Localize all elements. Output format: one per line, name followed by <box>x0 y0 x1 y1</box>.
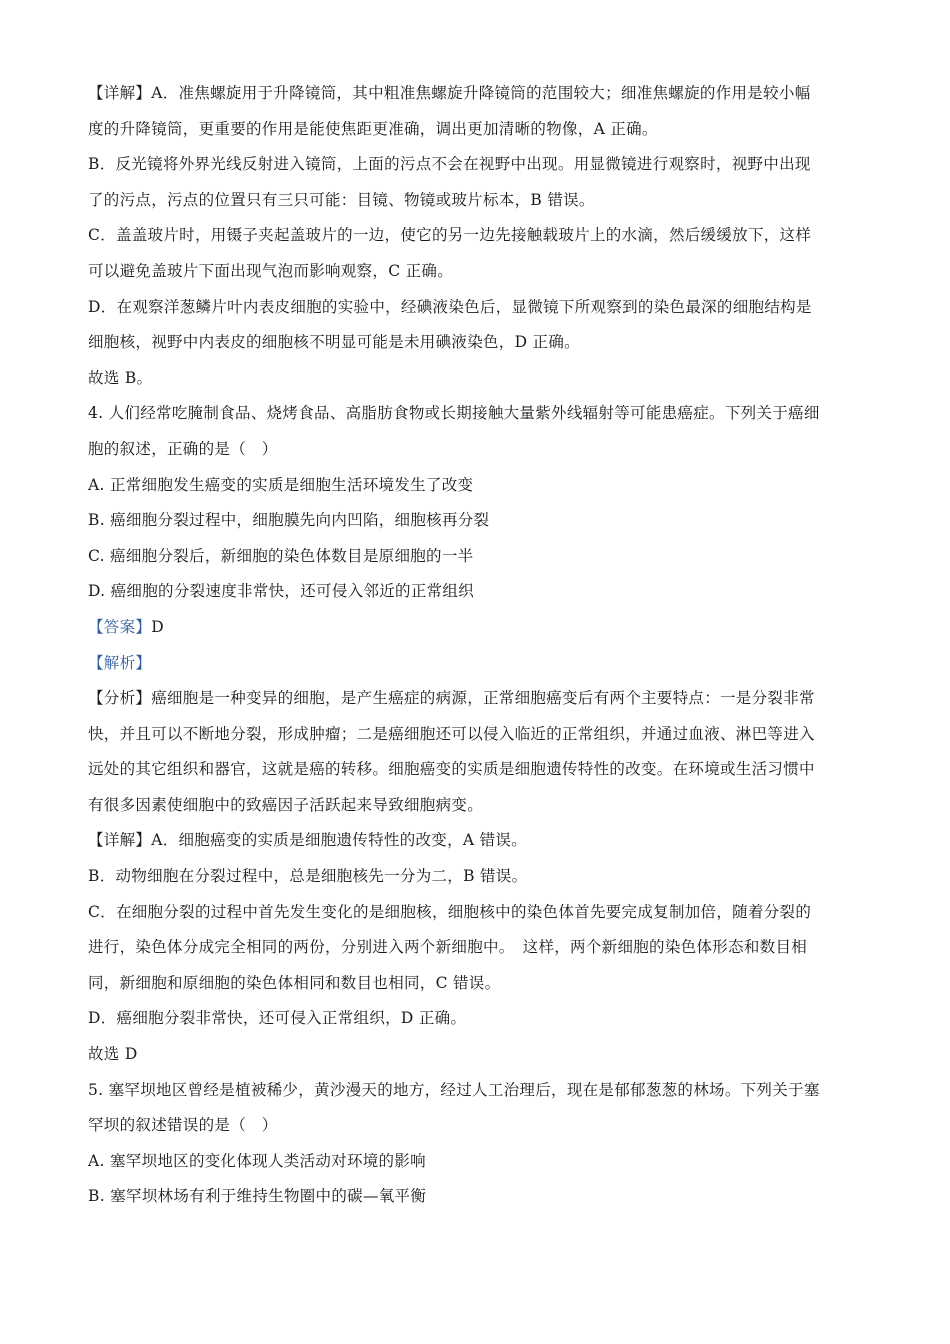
text-line: 有很多因素使细胞中的致癌因子活跃起来导致细胞病变。 <box>88 795 484 814</box>
text-line: 细胞核，视野中内表皮的细胞核不明显可能是未用碘液染色，D 正确。 <box>88 333 580 352</box>
answer-line <box>88 610 860 646</box>
text-line: 同，新细胞和原细胞的染色体相同和数目也相同，C 错误。 <box>88 973 501 992</box>
text-line: 可以避免盖玻片下面出现气泡而影响观察，C 正确。 <box>88 261 453 280</box>
question-4-stem: 4. 人们经常吃腌制食品、烧烤食品、高脂肪食物或长期接触大量紫外线辐射等可能患癌症。下列关于癌细 <box>88 404 820 423</box>
text-line: 【详解】A．细胞癌变的实质是细胞遗传特性的改变，A 错误。 <box>88 831 528 850</box>
text-line: 度的升降镜筒，更重要的作用是能使焦距更准确，调出更加清晰的物像，A 正确。 <box>88 119 658 138</box>
text-line: 【详解】A．准焦螺旋用于升降镜筒，其中粗准焦螺旋升降镜筒的范围较大；细准焦螺旋的作用是较小幅 <box>88 84 811 102</box>
text-line: 故选 D <box>88 1045 138 1064</box>
question-5-option-a: A. 塞罕坝地区的变化体现人类活动对环境的影响 <box>88 1151 426 1170</box>
question-5-option-b: B. 塞罕坝林场有利于维持生物圈中的碳—氧平衡 <box>88 1187 427 1206</box>
text-line: C．在细胞分裂的过程中首先发生变化的是细胞核，细胞核中的染色体首先要完成复制加倍，随着分裂的 <box>88 902 812 921</box>
text-line: 快，并且可以不断地分裂，形成肿瘤；二是癌细胞还可以侵入临近的正常组织，并通过血液、淋巴等进入 <box>88 724 815 743</box>
question-5-stem: 罕坝的叙述错误的是（ ） <box>88 1116 278 1135</box>
text-line: D．在观察洋葱鳞片叶内表皮细胞的实验中，经碘液染色后，显微镜下所观察到的染色最深的细胞结构是 <box>88 297 812 316</box>
text-line: B．动物细胞在分裂过程中，总是细胞核先一分为二，B 错误。 <box>88 867 528 886</box>
text-line: 故选 B。 <box>88 368 153 387</box>
text-line: D．癌细胞分裂非常快，还可侵入正常组织，D 正确。 <box>88 1009 467 1028</box>
question-4-option-a: A. 正常细胞发生癌变的实质是细胞生活环境发生了改变 <box>88 475 474 494</box>
analysis-tag: 【解析】 <box>88 653 152 672</box>
text-line: B．反光镜将外界光线反射进入镜筒，上面的污点不会在视野中出现。用显微镜进行观察时，视野中出现 <box>88 155 811 174</box>
question-5-stem: 5. 塞罕坝地区曾经是植被稀少，黄沙漫天的地方，经过人工治理后，现在是郁郁葱葱的林场。下列关于塞 <box>88 1080 820 1099</box>
answer-value: D <box>151 617 164 636</box>
question-4-option-b: B. 癌细胞分裂过程中，细胞膜先向内凹陷，细胞核再分裂 <box>88 511 490 530</box>
text-line: 【分析】癌细胞是一种变异的细胞，是产生癌症的病源，正常细胞癌变后有两个主要特点：一是分裂非常 <box>88 689 815 708</box>
document-page <box>88 76 860 1215</box>
text-line: 了的污点，污点的位置只有三只可能：目镜、物镜或玻片标本，B 错误。 <box>88 190 595 209</box>
question-4-stem: 胞的叙述，正确的是（ ） <box>88 439 278 458</box>
question-4-option-c: C. 癌细胞分裂后，新细胞的染色体数目是原细胞的一半 <box>88 546 474 565</box>
text-line: 进行，染色体分成完全相同的两份，分别进入两个新细胞中。 这样，两个新细胞的染色体形态和数目相 <box>88 938 808 957</box>
question-4-option-d: D. 癌细胞的分裂速度非常快，还可侵入邻近的正常组织 <box>88 582 475 601</box>
text-line: 远处的其它组织和器官，这就是癌的转移。细胞癌变的实质是细胞遗传特性的改变。在环境或生活习惯中 <box>88 760 815 779</box>
text-line: C．盖盖玻片时，用镊子夹起盖玻片的一边，使它的另一边先接触载玻片上的水滴，然后缓缓放下，这样 <box>88 226 812 245</box>
answer-tag: 【答案】 <box>88 617 152 636</box>
